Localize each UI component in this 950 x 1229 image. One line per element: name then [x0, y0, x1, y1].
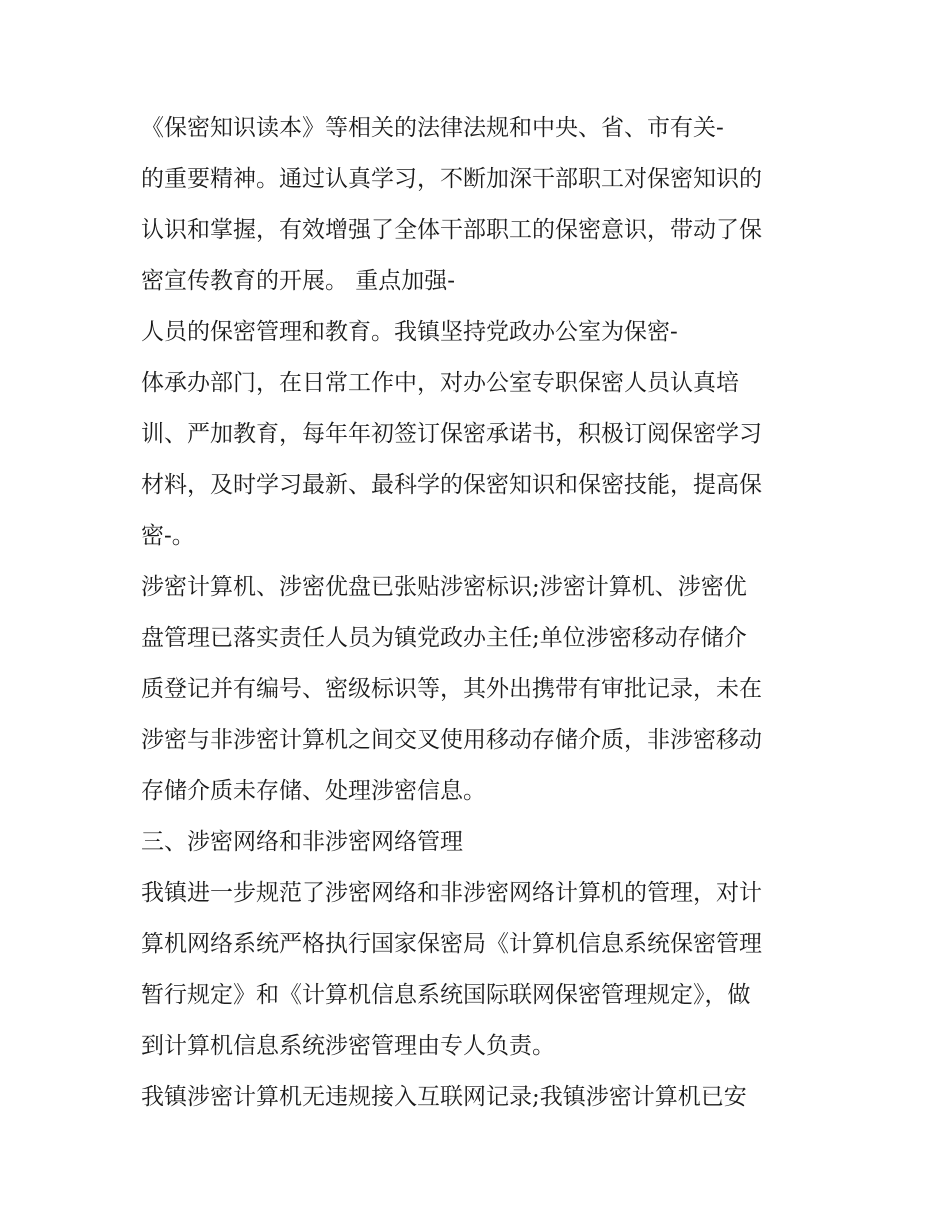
text-line-8: 材料，及时学习最新、最科学的保密知识和保密技能，提高保 — [141, 472, 762, 498]
text-line-9: 密-。 — [141, 523, 195, 549]
text-line-3: 认识和掌握，有效增强了全体干部职工的保密意识，带动了保 — [141, 217, 762, 243]
document-body — [141, 107, 821, 1127]
text-line-19: 到计算机信息系统涉密管理由专人负责。 — [141, 1033, 555, 1059]
text-line-20: 我镇涉密计算机无违规接入互联网记录;我镇涉密计算机已安 — [141, 1084, 747, 1110]
text-line-7: 训、严加教育，每年年初签订保密承诺书，积极订阅保密学习 — [141, 421, 762, 447]
text-line-6: 体承办部门，在日常工作中，对办公室专职保密人员认真培 — [141, 370, 739, 396]
text-line-4: 密宣传教育的开展。 重点加强- — [141, 268, 456, 294]
section-heading: 三、涉密网络和非涉密网络管理 — [141, 829, 463, 855]
text-line-1: 《保密知识读本》等相关的法律法规和中央、省、市有关- — [141, 115, 724, 141]
text-line-16: 我镇进一步规范了涉密网络和非涉密网络计算机的管理，对计 — [141, 880, 762, 906]
text-line-13: 涉密与非涉密计算机之间交叉使用移动存储介质，非涉密移动 — [141, 727, 762, 753]
text-line-12: 质登记并有编号、密级标识等，其外出携带有审批记录，未在 — [141, 676, 762, 702]
text-line-2: 的重要精神。通过认真学习，不断加深干部职工对保密知识的 — [141, 166, 762, 192]
text-line-18: 暂行规定》和《计算机信息系统国际联网保密管理规定》，做 — [141, 982, 751, 1008]
text-line-14: 存储介质未存储、处理涉密信息。 — [141, 778, 486, 804]
text-line-17: 算机网络系统严格执行国家保密局《计算机信息系统保密管理 — [141, 931, 762, 957]
text-line-11: 盘管理已落实责任人员为镇党政办主任;单位涉密移动存储介 — [141, 625, 747, 651]
text-line-5: 人员的保密管理和教育。我镇坚持党政办公室为保密- — [141, 319, 678, 345]
text-line-10: 涉密计算机、涉密优盘已张贴涉密标识;涉密计算机、涉密优 — [141, 574, 747, 600]
